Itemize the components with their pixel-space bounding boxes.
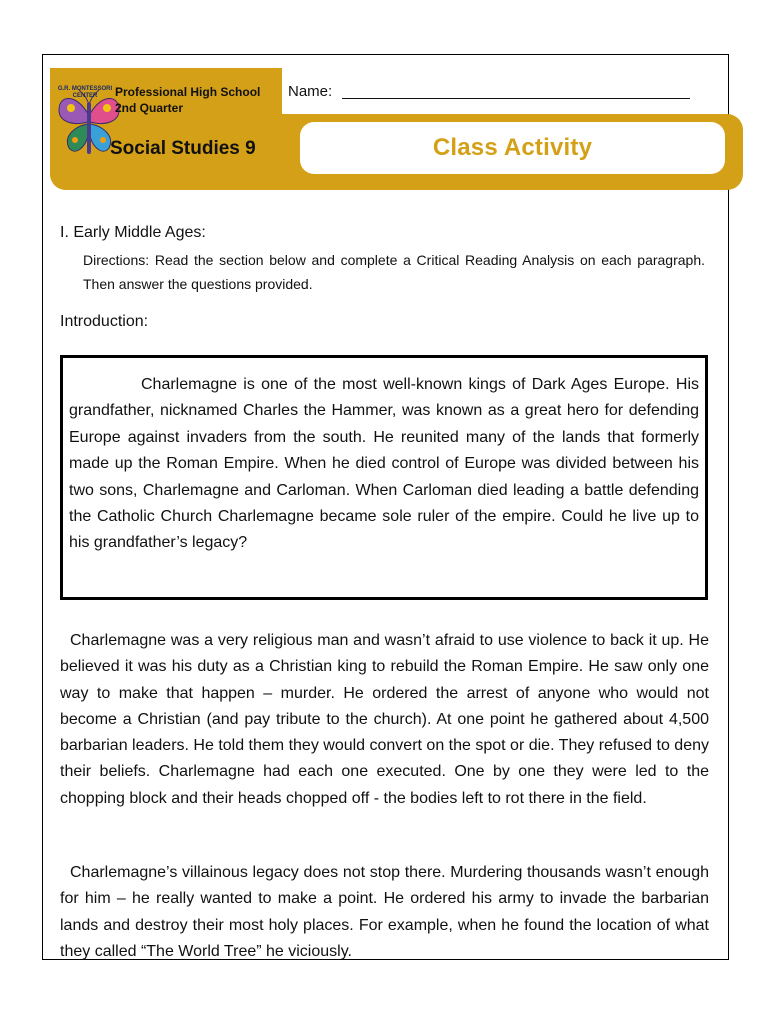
name-label: Name: — [288, 83, 333, 100]
school-name: Professional High School — [115, 85, 261, 99]
class-activity-box — [300, 122, 725, 174]
logo-caption: G.R. MONTESSORI CENTER — [57, 86, 113, 99]
quarter-label: 2nd Quarter — [115, 101, 184, 115]
subject-title: Social Studies 9 — [110, 138, 256, 159]
introduction-text: Charlemagne is one of the most well-known kings of Dark Ages Europe. His grandfather, nicknamed Charles the Hammer, was known as a great hero for defending Europe against invaders from the south. He reunited many of the lands that formerly made up the Roman Empire. When he died control of Europe was divided between his two sons, Charlemagne and Carloman. When Carloman died leading a battle defending the Catholic Church Charlemagne became sole ruler of the empire. Could he live up to his grandfather’s legacy? — [69, 376, 699, 552]
name-field-line[interactable] — [342, 98, 690, 99]
body-paragraph-2: Charlemagne’s villainous legacy does not stop there. Murdering thousands wasn’t enough for him – he really wanted to make a point. He ordered his army to invade the barbarian lands and destroy their most holy places. For example, when he found the location of what they called “The World Tree” he viciously. — [60, 864, 709, 960]
body-paragraph-1: Charlemagne was a very religious man and wasn’t afraid to use violence to back it up. He believed it was his duty as a Christian king to rebuild the Roman Empire. He saw only one way to make that happen – murder. He ordered the arrest of anyone who would not become a Christian (and pay tribute to the church). At one point he gathered about 4,500 barbarian leaders. He told them they would convert on the spot or die. They refused to deny their beliefs. Charlemagne had each one executed. One by one they were led to the chopping block and their heads chopped off - the bodies left to rot there in the field. — [60, 632, 709, 807]
class-activity-title: Class Activity — [432, 134, 593, 161]
directions-text: Directions: Read the section below and complete a Critical Reading Analysis on each paragraph. Then answer the questions provided. — [83, 252, 705, 292]
introduction-label: Introduction: — [60, 313, 149, 330]
section-heading: I. Early Middle Ages: — [60, 224, 206, 241]
